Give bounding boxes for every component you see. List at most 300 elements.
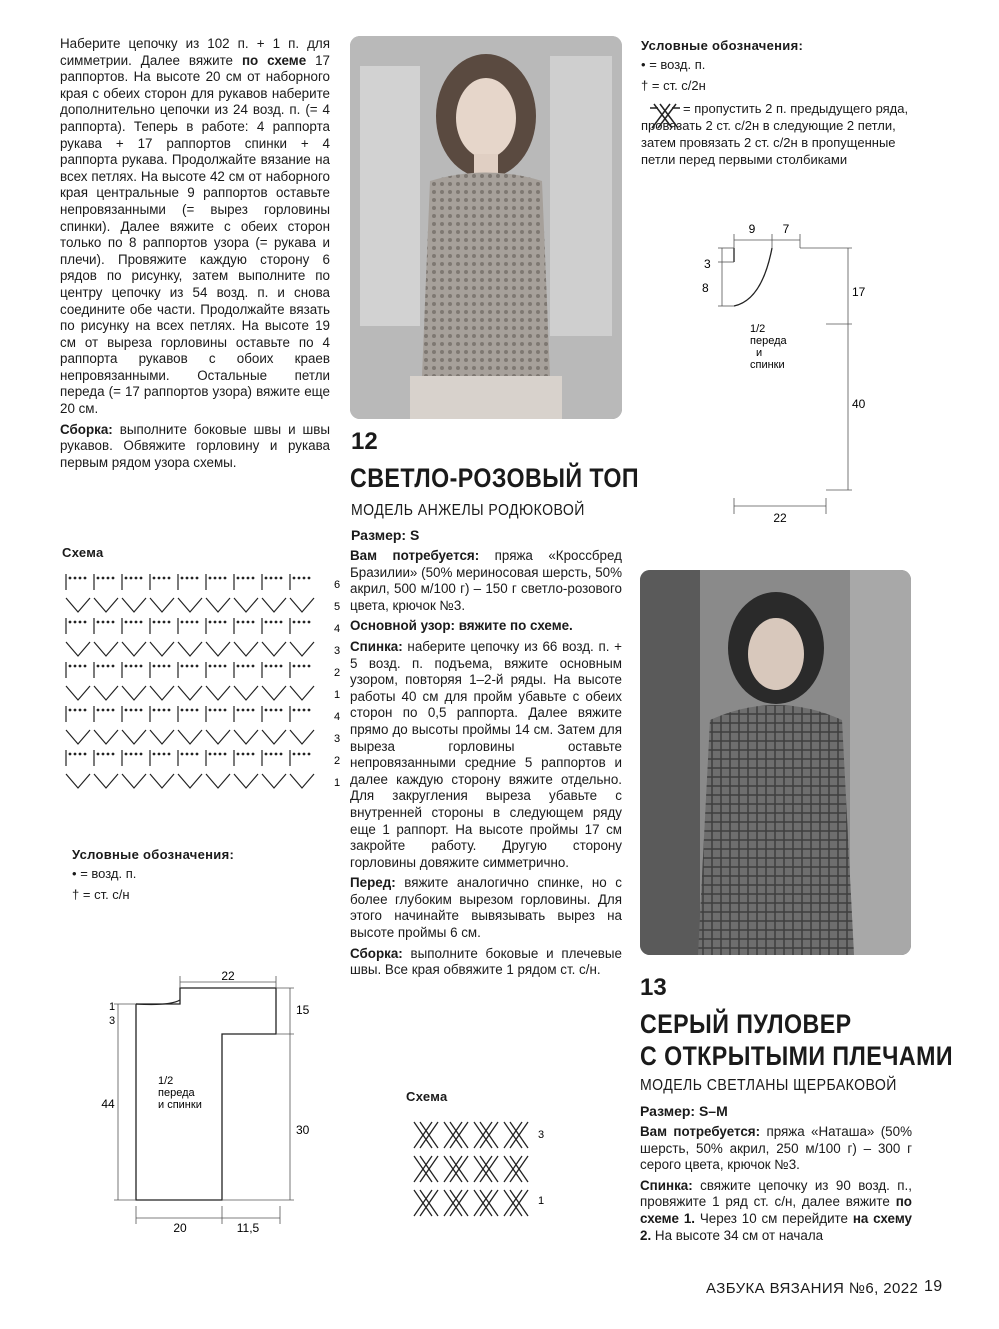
chart-chain-dot [79, 709, 82, 712]
chart-chain-dot [219, 665, 222, 668]
chart-stitch-v [262, 730, 286, 744]
model-12-main: Основной узор: вяжите по схеме. [350, 618, 573, 634]
left-column-text [60, 36, 330, 475]
chart-chain-dot [214, 577, 217, 580]
chart-stitch-v [234, 598, 258, 612]
chart-chain-dot [298, 621, 301, 624]
chart-stitch-v [94, 642, 118, 656]
chart-chain-dot [181, 577, 184, 580]
chart-chain-dot [247, 621, 250, 624]
chart-chain-dot [130, 709, 133, 712]
dim-n1: 1 [109, 1001, 116, 1013]
chart-chain-dot [74, 577, 77, 580]
chart-chain-dot [186, 621, 189, 624]
chart-chain-dot [181, 665, 184, 668]
chart-stitch-v [290, 730, 314, 744]
chart-chain-dot [265, 621, 268, 624]
model-13-title-1: СЕРЫЙ ПУЛОВЕР [640, 1009, 852, 1039]
photo-model-13 [640, 570, 911, 955]
model-12-number: 12 [351, 428, 378, 455]
chart-chain-dot [153, 665, 156, 668]
chart-chain-dot [280, 577, 283, 580]
crochet-chart-middle [404, 1112, 564, 1222]
chart-mid-cross [444, 1190, 468, 1216]
chart-chain-dot [125, 665, 128, 668]
legend-title-right: Условные обозначения: [641, 38, 804, 53]
chart-chain-dot [196, 753, 199, 756]
chart-chain-dot [107, 709, 110, 712]
chart-stitch-v [262, 598, 286, 612]
dim-17: 17 [852, 285, 866, 299]
chart-chain-dot [303, 665, 306, 668]
chart-chain-dot [69, 577, 72, 580]
chart-chain-dot [181, 753, 184, 756]
chart-chain-dot [163, 621, 166, 624]
pattern-diagram-right [692, 218, 872, 528]
chart-stitch-v [66, 642, 90, 656]
chart-stitch-v [234, 642, 258, 656]
chart-chain-dot [168, 753, 171, 756]
chart-left-row-number: 3 [334, 645, 341, 657]
chart-chain-dot [84, 577, 87, 580]
chart-chain-dot [69, 753, 72, 756]
dim-right-upper: 15 [296, 1003, 310, 1017]
chart-chain-dot [158, 621, 161, 624]
footer-page-number: 19 [924, 1278, 943, 1295]
chart-chain-dot [270, 709, 273, 712]
chart-chain-dot [168, 621, 171, 624]
model-12-title: СВЕТЛО-РОЗОВЫЙ ТОП [350, 463, 640, 493]
chart-stitch-v [262, 774, 286, 788]
chart-chain-dot [293, 621, 296, 624]
chart-stitch-v [178, 598, 202, 612]
assembly-paragraph: Сборка: выполните боковые швы и швы рукавов. Обвяжите горловину и рукава первым рядом узора схемы. [60, 421, 330, 470]
chart-chain-dot [196, 577, 199, 580]
model-12-need: Вам потребуется: пряжа «Кроссбред Бразилии» (50% мериносовая шерсть, 50% акрил, 500 м/100 г) – 150 г светло-розового цвета, крючок №3. [350, 548, 622, 613]
chart-chain-dot [214, 753, 217, 756]
chart-stitch-v [178, 642, 202, 656]
chart-chain-dot [191, 709, 194, 712]
chart-chain-dot [237, 709, 240, 712]
dim-n3: 3 [109, 1015, 116, 1027]
chart-chain-dot [224, 753, 227, 756]
chart-chain-dot [107, 753, 110, 756]
dim-7: 7 [782, 222, 790, 236]
chart-chain-dot [224, 665, 227, 668]
chart-chain-dot [219, 753, 222, 756]
chart-chain-dot [181, 621, 184, 624]
chart-chain-dot [140, 577, 143, 580]
chart-chain-dot [97, 577, 100, 580]
chart-stitch-v [234, 730, 258, 744]
chart-chain-dot [84, 709, 87, 712]
chart-chain-dot [298, 709, 301, 712]
chart-chain-dot [79, 577, 82, 580]
model-13-need: Вам потребуется: пряжа «Наташа» (50% шерсть, 50% акрил, 250 м/100 г) – 300 г серого цвета, крючок №3. [640, 1124, 912, 1173]
chart-chain-dot [74, 753, 77, 756]
chart-chain-dot [186, 709, 189, 712]
intro-paragraph: Наберите цепочку из 102 п. + 1 п. для симметрии. Далее вяжите по схеме 17 раппортов. На высоте 20 см от наборного края с обеих сторон для рукавов наберите дополнительно цепочки из 24 возд. п. (= 4 раппорта). Теперь в работе: 4 раппорта рукава + 17 раппортов спинки + 4 раппорта рукава. Продолжайте вязание на всех петлях. На высоте 42 см от наборного края центральные 9 раппортов оставьте непровязанными (= вырез горловины спинки). Далее вяжите с обеих сторон только по 8 раппортов узора (= рукава и плечи). Провяжите каждую сторону 6 рядов по рисунку, затем выполните по центру цепочку из 54 возд. п. и снова соедините обе части. Продолжайте вязать по рисунку на всех петлях. На высоте 19 см от выреза горловины оставьте по 4 раппорта рукавов с обоих краев непровязанными. Остальные петли переда (= 17 раппортов узора) вяжите еще 20 см. [60, 36, 330, 417]
chart-chain-dot [74, 621, 77, 624]
chart-chain-dot [125, 709, 128, 712]
chart-chain-dot [135, 709, 138, 712]
chart-chain-dot [247, 665, 250, 668]
chart-mid-cross [504, 1122, 528, 1148]
chart-chain-dot [102, 621, 105, 624]
chart-chain-dot [168, 709, 171, 712]
chart-chain-dot [102, 577, 105, 580]
chart-mid-cross [474, 1122, 498, 1148]
chart-left-row-number: 2 [334, 667, 341, 679]
chart-chain-dot [298, 577, 301, 580]
chart-mid-rows [414, 1122, 528, 1216]
pattern-label-2: переда [158, 1087, 195, 1099]
chart-stitch-v [234, 686, 258, 700]
chart-chain-dot [252, 577, 255, 580]
chart-chain-dot [270, 753, 273, 756]
legend-item-chain: • = возд. п. [72, 866, 137, 881]
model-13-back: Спинка: свяжите цепочку из 90 возд. п., провяжите 1 ряд ст. с/н, далее вяжите по схеме 1. Через 10 см перейдите на схему 2. На высоте 34 см от начала [640, 1177, 912, 1243]
chart-stitch-v [94, 774, 118, 788]
chart-chain-dot [112, 665, 115, 668]
model-13-text [640, 1124, 912, 1248]
chart-chain-dot [237, 665, 240, 668]
chart-left-row-number: 1 [334, 689, 341, 701]
chart-chain-dot [219, 709, 222, 712]
chart-mid-cross [414, 1122, 438, 1148]
schema-title-left: Схема [62, 545, 104, 560]
chart-stitch-v [94, 598, 118, 612]
chart-stitch-v [94, 730, 118, 744]
chart-chain-dot [163, 665, 166, 668]
chart-chain-dot [209, 753, 212, 756]
pattern-right-label-4: спинки [750, 359, 785, 371]
chart-chain-dot [140, 709, 143, 712]
chart-chain-dot [242, 621, 245, 624]
chart-stitch-v [206, 642, 230, 656]
chart-chain-dot [237, 577, 240, 580]
chart-chain-dot [79, 665, 82, 668]
chart-chain-dot [308, 709, 311, 712]
chart-chain-dot [181, 709, 184, 712]
legend-right [641, 56, 916, 94]
chart-chain-dot [135, 753, 138, 756]
chart-stitch-v [262, 686, 286, 700]
chart-chain-dot [130, 577, 133, 580]
chart-chain-dot [186, 753, 189, 756]
footer-magazine: АЗБУКА ВЯЗАНИЯ №6, 2022 [706, 1280, 919, 1297]
chart-chain-dot [275, 709, 278, 712]
dim-40: 40 [852, 397, 866, 411]
chart-stitch-v [290, 642, 314, 656]
chart-chain-dot [280, 753, 283, 756]
chart-left-row-number: 4 [334, 623, 341, 635]
photo-model-12 [350, 36, 622, 419]
chart-chain-dot [153, 621, 156, 624]
chart-chain-dot [252, 709, 255, 712]
chart-chain-dot [247, 753, 250, 756]
dim-bottom-right: 11,5 [236, 1221, 260, 1235]
chart-chain-dot [125, 577, 128, 580]
chart-chain-dot [209, 709, 212, 712]
chart-chain-dot [298, 665, 301, 668]
model-13-size: Размер: S–M [640, 1103, 728, 1119]
chart-chain-dot [84, 621, 87, 624]
chart-chain-dot [252, 665, 255, 668]
chart-left-row-number: 2 [334, 755, 341, 767]
chart-chain-dot [224, 621, 227, 624]
model-12-back: Спинка: наберите цепочку из 66 возд. п. + 5 возд. п. подъема, вяжите основным узором, повторяя 1–2-й ряды. На высоте работы 40 см для пройм убавьте с обеих сторон по 0,5 раппорта. Далее вяжите прямо до высоты проймы 14 см. Затем для выреза горловины оставьте непровязанными средние 5 раппортов и далее каждую сторону вяжите отдельно. Для закругления выреза убавьте с внутренней стороны в следующем ряду еще 1 раппорт. На высоте проймы 17 см закройте работу. Другую сторону горловины довяжите симметрично. [350, 638, 622, 870]
chart-chain-dot [275, 621, 278, 624]
chart-stitch-v [66, 598, 90, 612]
chart-chain-dot [280, 621, 283, 624]
chart-chain-dot [265, 709, 268, 712]
chart-chain-dot [196, 709, 199, 712]
chart-chain-dot [270, 665, 273, 668]
chart-chain-dot [158, 577, 161, 580]
chart-chain-dot [303, 577, 306, 580]
chart-chain-dot [130, 621, 133, 624]
chart-stitch-v [290, 686, 314, 700]
chart-stitch-v [206, 774, 230, 788]
chart-chain-dot [196, 621, 199, 624]
chart-stitch-v [122, 598, 146, 612]
chart-mid-cross [504, 1190, 528, 1216]
chart-mid-cross [474, 1156, 498, 1182]
dim-left: 44 [101, 1097, 115, 1111]
chart-stitch-v [122, 686, 146, 700]
legend-right-chain: • = возд. п. [641, 57, 706, 72]
chart-stitch-v [206, 686, 230, 700]
chart-chain-dot [97, 709, 100, 712]
chart-chain-dot [308, 753, 311, 756]
chart-chain-dot [135, 665, 138, 668]
chart-chain-dot [168, 665, 171, 668]
dim-8: 8 [702, 281, 709, 295]
legend-left [72, 865, 136, 903]
chart-chain-dot [191, 753, 194, 756]
chart-stitch-v [150, 730, 174, 744]
chart-chain-dot [308, 621, 311, 624]
chart-mid-cross [474, 1190, 498, 1216]
chart-chain-dot [275, 577, 278, 580]
chart-chain-dot [186, 665, 189, 668]
chart-chain-dot [102, 665, 105, 668]
chart-chain-dot [97, 621, 100, 624]
chart-chain-dot [69, 621, 72, 624]
chart-chain-dot [303, 709, 306, 712]
chart-chain-dot [158, 665, 161, 668]
chart-chain-dot [97, 665, 100, 668]
chart-stitch-v [66, 774, 90, 788]
legend-title-left: Условные обозначения: [72, 847, 235, 862]
chart-left-row-number: 6 [334, 579, 341, 591]
model-12-illustration [350, 36, 622, 419]
chart-chain-dot [112, 577, 115, 580]
chart-chain-dot [209, 665, 212, 668]
chart-chain-dot [153, 709, 156, 712]
chart-chain-dot [209, 621, 212, 624]
chart-chain-dot [163, 753, 166, 756]
chart-mid-row-3: 3 [538, 1129, 545, 1141]
chart-chain-dot [79, 753, 82, 756]
chart-chain-dot [74, 665, 77, 668]
chart-stitch-v [178, 686, 202, 700]
chart-chain-dot [107, 665, 110, 668]
chart-stitch-v [262, 642, 286, 656]
chart-chain-dot [265, 665, 268, 668]
dim-3: 3 [704, 257, 711, 271]
chart-chain-dot [270, 577, 273, 580]
crochet-chart-left [58, 568, 348, 808]
chart-chain-dot [163, 577, 166, 580]
chart-chain-dot [186, 577, 189, 580]
chart-chain-dot [214, 709, 217, 712]
chart-chain-dot [140, 621, 143, 624]
chart-chain-dot [74, 709, 77, 712]
chart-chain-dot [280, 665, 283, 668]
model-12-author: МОДЕЛЬ АНЖЕЛЫ РОДЮКОВОЙ [351, 502, 585, 519]
chart-stitch-v [234, 774, 258, 788]
chart-chain-dot [303, 621, 306, 624]
chart-chain-dot [242, 753, 245, 756]
chart-stitch-v [122, 774, 146, 788]
chart-mid-cross [504, 1156, 528, 1182]
chart-chain-dot [130, 753, 133, 756]
chart-chain-dot [219, 577, 222, 580]
chart-stitch-v [66, 686, 90, 700]
chart-chain-dot [298, 753, 301, 756]
chart-mid-cross [414, 1190, 438, 1216]
chart-stitch-v [94, 686, 118, 700]
chart-chain-dot [270, 621, 273, 624]
chart-chain-dot [191, 577, 194, 580]
chart-chain-dot [107, 621, 110, 624]
dim-bottom-left: 20 [173, 1221, 187, 1235]
chart-chain-dot [252, 753, 255, 756]
chart-chain-dot [196, 665, 199, 668]
chart-chain-dot [112, 621, 115, 624]
chart-chain-dot [79, 621, 82, 624]
legend-item-dc: † = ст. с/н [72, 887, 130, 902]
chart-mid-cross [444, 1156, 468, 1182]
chart-stitch-v [122, 642, 146, 656]
pattern-right-label-1: 1/2 [750, 323, 766, 335]
pattern-label-3: и спинки [158, 1099, 202, 1111]
legend-right-cross-text: = пропустить 2 п. предыдущего ряда, провязать 2 ст. с/2н в следующие 2 петли, затем провязать 2 ст. с/2н в пропущенные петли перед первыми столбиками [641, 101, 909, 167]
chart-left-row-number: 5 [334, 601, 341, 613]
chart-chain-dot [293, 577, 296, 580]
chart-stitch-v [206, 730, 230, 744]
chart-left-row-number: 1 [334, 777, 341, 789]
chart-chain-dot [224, 709, 227, 712]
chart-chain-dot [140, 753, 143, 756]
chart-stitch-v [178, 730, 202, 744]
chart-chain-dot [191, 665, 194, 668]
chart-chain-dot [275, 753, 278, 756]
chart-chain-dot [125, 621, 128, 624]
dim-top: 22 [221, 969, 235, 983]
chart-chain-dot [219, 621, 222, 624]
chart-chain-dot [102, 709, 105, 712]
chart-chain-dot [242, 577, 245, 580]
chart-chain-dot [214, 665, 217, 668]
model-13-author: МОДЕЛЬ СВЕТЛАНЫ ЩЕРБАКОВОЙ [640, 1077, 897, 1094]
chart-chain-dot [308, 577, 311, 580]
chart-stitch-v [290, 774, 314, 788]
chart-stitch-v [290, 598, 314, 612]
chart-chain-dot [242, 709, 245, 712]
chart-chain-dot [237, 753, 240, 756]
legend-right-tr: † = ст. с/2н [641, 78, 706, 93]
chart-chain-dot [140, 665, 143, 668]
model-12-assembly: Сборка: выполните боковые и плечевые швы. Все края обвяжите 1 рядом ст. с/н. [350, 945, 622, 978]
chart-chain-dot [275, 665, 278, 668]
chart-chain-dot [265, 577, 268, 580]
model-13-title-2: С ОТКРЫТЫМИ ПЛЕЧАМИ [640, 1041, 954, 1071]
chart-chain-dot [163, 709, 166, 712]
chart-chain-dot [293, 709, 296, 712]
chart-chain-dot [308, 665, 311, 668]
chart-stitch-v [150, 642, 174, 656]
chart-stitch-v [150, 686, 174, 700]
chart-chain-dot [107, 577, 110, 580]
chart-chain-dot [112, 709, 115, 712]
pattern-label-1: 1/2 [158, 1075, 174, 1087]
chart-chain-dot [135, 577, 138, 580]
chart-chain-dot [135, 621, 138, 624]
chart-chain-dot [280, 709, 283, 712]
chart-chain-dot [69, 709, 72, 712]
chart-chain-dot [303, 753, 306, 756]
chart-chain-dot [247, 709, 250, 712]
chart-chain-dot [84, 753, 87, 756]
chart-chain-dot [112, 753, 115, 756]
chart-chain-dot [168, 577, 171, 580]
chart-stitch-v [122, 730, 146, 744]
dim-22: 22 [773, 511, 787, 525]
chart-chain-dot [125, 753, 128, 756]
chart-chain-dot [191, 621, 194, 624]
chart-stitch-v [150, 598, 174, 612]
chart-chain-dot [252, 621, 255, 624]
chart-stitch-v [206, 598, 230, 612]
chart-left-rows [66, 574, 340, 789]
chart-chain-dot [158, 753, 161, 756]
pattern-right-label-3: и [756, 347, 763, 359]
chart-stitch-v [150, 774, 174, 788]
chart-chain-dot [102, 753, 105, 756]
schema-title-middle: Схема [406, 1089, 448, 1104]
chart-chain-dot [153, 577, 156, 580]
pattern-right-label-2: переда [750, 335, 787, 347]
pattern-diagram-left [100, 968, 320, 1238]
dim-right-lower: 30 [296, 1123, 310, 1137]
chart-chain-dot [153, 753, 156, 756]
model-12-size: Размер: S [351, 527, 420, 543]
model-12-text [350, 548, 622, 983]
chart-chain-dot [293, 753, 296, 756]
chart-chain-dot [209, 577, 212, 580]
chart-chain-dot [224, 577, 227, 580]
chart-chain-dot [242, 665, 245, 668]
chart-chain-dot [69, 665, 72, 668]
model-13-illustration [640, 570, 911, 955]
chart-chain-dot [97, 753, 100, 756]
chart-chain-dot [130, 665, 133, 668]
chart-chain-dot [247, 577, 250, 580]
chart-chain-dot [293, 665, 296, 668]
